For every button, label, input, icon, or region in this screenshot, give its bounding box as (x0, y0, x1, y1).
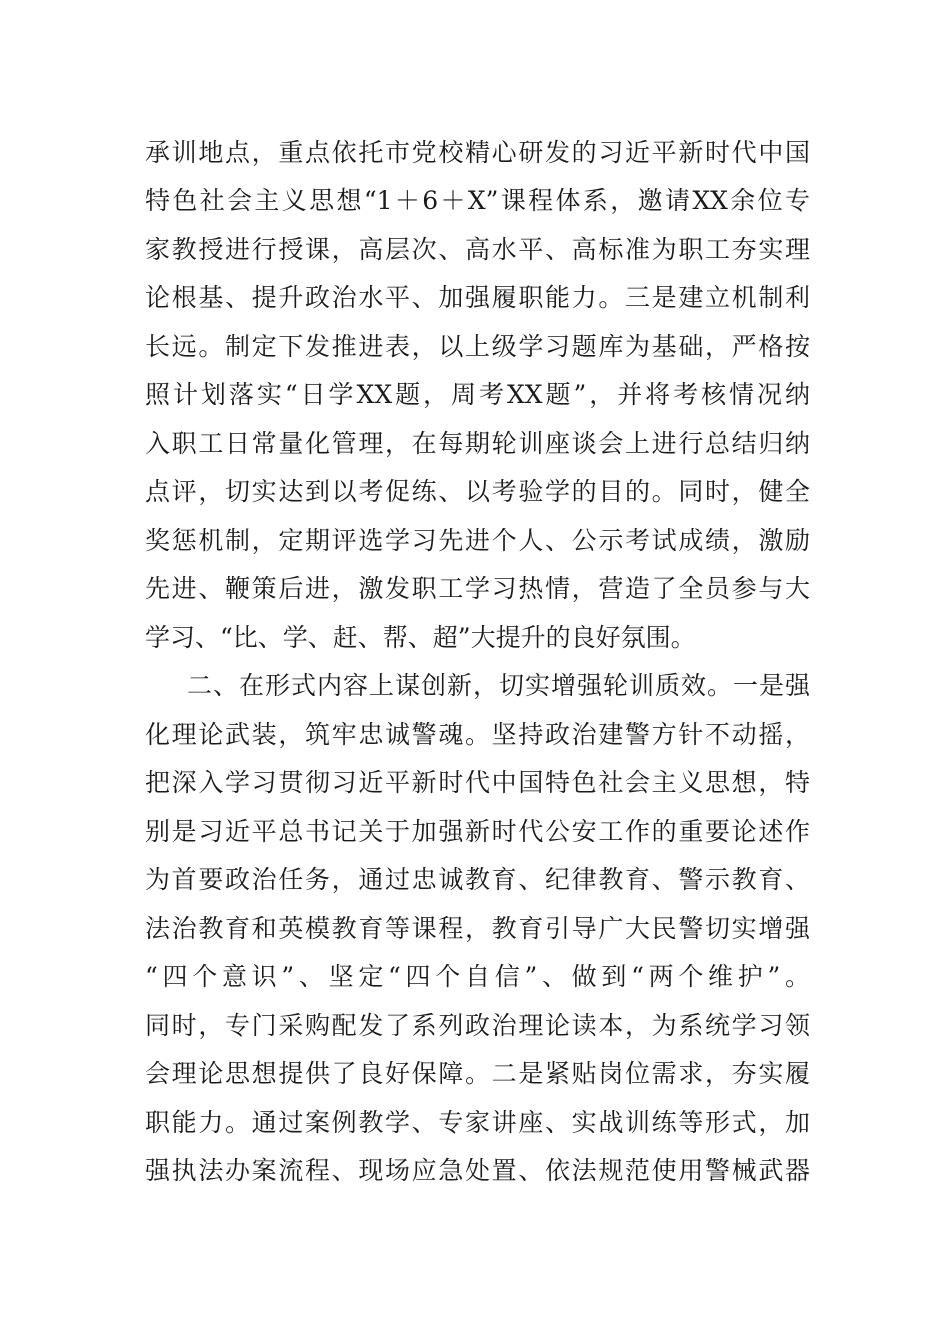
text-line: 别是习近平总书记关于加强新时代公安工作的重要论述作 (145, 817, 810, 846)
text-line: 论根基、提升政治水平、加强履职能力。三是建立机制利 (145, 283, 810, 312)
text-line: 入职工日常量化管理，在每期轮训座谈会上进行总结归纳 (145, 429, 810, 458)
text-line: 先进、鞭策后进，激发职工学习热情，营造了全员参与大 (145, 574, 810, 603)
text-line: “四个意识”、坚定“四个自信”、做到“两个维护”。 (145, 962, 810, 991)
text-line: 职能力。通过案例教学、专家讲座、实战训练等形式，加 (145, 1108, 810, 1137)
paragraph-first-line: 二、在形式内容上谋创新，切实增强轮训质效。一是强 (187, 671, 810, 700)
text-line: 强执法办案流程、现场应急处置、依法规范使用警械武器 (145, 1156, 810, 1185)
text-line: 同时，专门采购配发了系列政治理论读本，为系统学习领 (145, 1011, 810, 1040)
text-line: 化理论武装，筑牢忠诚警魂。坚持政治建警方针不动摇， (145, 720, 810, 749)
text-line: 承训地点，重点依托市党校精心研发的习近平新时代中国 (145, 138, 810, 167)
text-line: 奖惩机制，定期评选学习先进个人、公示考试成绩，激励 (145, 526, 810, 555)
text-line: 点评，切实达到以考促练、以考验学的目的。同时，健全 (145, 477, 810, 506)
text-line: 为首要政治任务，通过忠诚教育、纪律教育、警示教育、 (145, 865, 810, 894)
paragraph-end-line: 学习、“比、学、赶、帮、超”大提升的良好氛围。 (145, 623, 696, 652)
text-line: 会理论思想提供了良好保障。二是紧贴岗位需求，夯实履 (145, 1059, 810, 1088)
text-line: 家教授进行授课，高层次、高水平、高标准为职工夯实理 (145, 235, 810, 264)
text-line: 长远。制定下发推进表，以上级学习题库为基础，严格按 (145, 332, 810, 361)
text-line: 法治教育和英模教育等课程，教育引导广大民警切实增强 (145, 914, 810, 943)
text-line: 特色社会主义思想“1＋6＋X”课程体系，邀请XX余位专 (145, 186, 810, 215)
text-line: 照计划落实“日学XX题，周考XX题”，并将考核情况纳 (145, 380, 810, 409)
text-line: 把深入学习贯彻习近平新时代中国特色社会主义思想，特 (145, 768, 810, 797)
